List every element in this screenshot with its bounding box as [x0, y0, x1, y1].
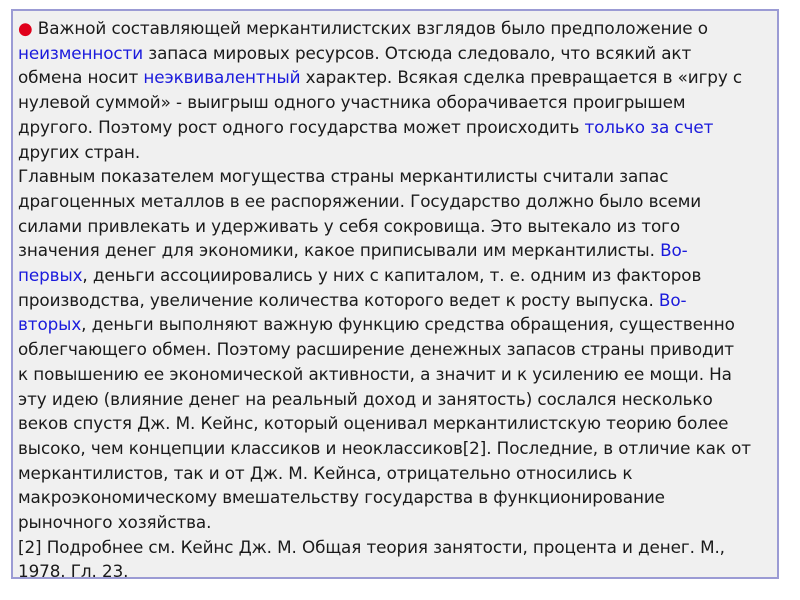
text-line [18, 41, 778, 66]
text-line [18, 263, 778, 288]
text-line [18, 288, 778, 313]
text-run: меркантилистов, так и от Дж. М. Кейнса, отрицательно относились к [18, 462, 633, 483]
text-line [18, 115, 778, 140]
highlighted-text: Во- [660, 240, 688, 261]
text-line [18, 164, 778, 189]
text-line [18, 387, 778, 412]
text-run: макроэкономическому вмешательству государства в функционирование [18, 487, 665, 508]
text-run: высоко, чем концепции классиков и неоклассиков[2]. Последние, в отличие как от [18, 437, 751, 458]
text-run: значения денег для экономики, какое приписывали им меркантилисты. [18, 240, 661, 261]
text-run: Важной составляющей меркантилистских взглядов было предположение о [32, 18, 708, 38]
bullet-icon: ● [18, 18, 33, 38]
text-line [18, 510, 778, 535]
text-run: рыночного хозяйства. [18, 512, 212, 533]
text-line [18, 337, 778, 362]
text-run: облегчающего обмен. Поэтому расширение денежных запасов страны приводит [18, 339, 734, 360]
text-run: нулевой суммой» - выигрыш одного участника оборачивается проигрышем [18, 92, 686, 113]
text-run: [2] Подробнее см. Кейнс Дж. М. Общая теория занятости, процента и денег. М., [18, 536, 725, 557]
text-line [18, 411, 778, 436]
text-line [18, 535, 778, 560]
text-line [18, 485, 778, 510]
text-run: характер. Всякая сделка превращается в «игру с [300, 67, 743, 88]
text-line [18, 90, 778, 115]
text-line [18, 362, 778, 387]
text-line [18, 140, 778, 165]
text-line [18, 238, 778, 263]
text-run: драгоценных металлов в ее распоряжении. Государство должно было всеми [18, 190, 702, 211]
text-run: обмена носит [18, 67, 144, 88]
text-run: эту идею (влияние денег на реальный доход и занятость) сослался несколько [18, 388, 713, 409]
text-line [18, 65, 778, 90]
text-run: 1978. Гл. 23. [18, 561, 129, 582]
text-run: , деньги выполняют важную функцию средства обращения, существенно [81, 314, 735, 335]
text-run: силами привлекать и удерживать у себя сокровища. Это вытекало из того [18, 215, 681, 236]
highlighted-text: только за счет [584, 116, 714, 137]
text-run: , деньги ассоциировались у них с капиталом, т. е. одним из факторов [82, 265, 702, 286]
text-line [18, 461, 778, 486]
text-line [18, 312, 778, 337]
highlighted-text: неизменности [18, 42, 144, 63]
text-line [18, 214, 778, 239]
text-run: к повышению ее экономической активности, а значит и к усилению ее мощи. На [18, 363, 732, 384]
text-line [18, 436, 778, 461]
highlighted-text: Во- [658, 289, 687, 310]
text-run: запаса мировых ресурсов. Отсюда следовало, что всякий акт [143, 42, 692, 63]
text-run: другого. Поэтому рост одного государства может происходить [18, 116, 585, 137]
highlighted-text: первых [18, 265, 83, 286]
text-line [18, 559, 778, 584]
text-line [18, 16, 778, 41]
text-run: Главным показателем могущества страны меркантилисты считали запас [18, 166, 669, 187]
text-line [18, 189, 778, 214]
slide-text [18, 16, 778, 584]
highlighted-text: неэквивалентный [143, 67, 301, 88]
text-run: веков спустя Дж. М. Кейнс, который оценивал меркантилистскую теорию более [18, 413, 729, 434]
highlighted-text: вторых [18, 314, 82, 335]
text-run: других стран. [18, 141, 141, 162]
text-run: производства, увеличение количества которого ведет к росту выпуска. [18, 289, 659, 310]
